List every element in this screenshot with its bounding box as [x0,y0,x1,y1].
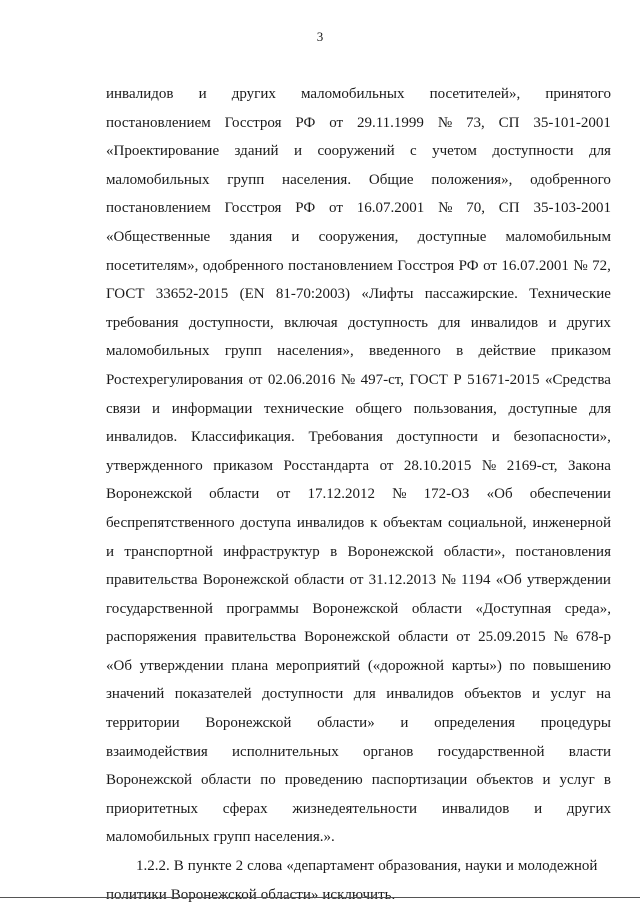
word: № [437,114,453,131]
word: постановлением [288,257,393,274]
text-line [106,823,611,852]
word: зданий [234,143,279,160]
word: ГОСТ [409,371,448,388]
word: области» [260,886,319,903]
word: показателей [174,686,252,703]
word: объектов [476,772,534,789]
word: доступные [417,228,487,245]
word: и [491,429,500,446]
word: учетом [432,143,477,160]
word: объектов [464,686,522,703]
text-line [106,223,611,252]
word: населения», [277,343,354,360]
word: территории [106,715,180,732]
text-line [106,337,611,366]
word: 33652-2015 [155,286,229,303]
word: повышению [532,657,611,674]
word: и [198,86,207,102]
word: Воронежской [170,886,257,903]
word: маломобильным [505,228,611,245]
text-line [106,538,611,567]
word: «Лифты [361,286,414,303]
word: маломобильных [106,343,210,360]
word: доступность [348,314,429,331]
word: утверждении [526,572,611,589]
word: пассажирские. [424,286,518,303]
word: от [349,572,364,589]
word: доступности, [188,314,274,331]
word: и [542,772,551,789]
text-line [106,652,611,681]
word: и [505,858,514,875]
word: № [553,629,568,646]
word: среда», [564,600,611,617]
word: здания [229,228,273,245]
text-line [106,109,611,138]
word: Росстандарта [283,457,370,474]
word: № [573,257,588,274]
word: от [329,114,344,131]
word: области [411,600,463,617]
word: доступа [240,514,292,531]
text-line [106,709,611,738]
text-line [106,309,611,338]
word: групп [213,829,251,846]
text-line [106,252,611,281]
text-line [106,166,611,195]
word: сферах [222,800,268,817]
word: Воронежской [205,715,292,732]
word: Госстроя [224,114,282,131]
word: РФ [295,114,316,131]
word: Р [453,371,462,388]
text-line [106,881,611,909]
word: приоритетных [106,800,198,817]
word: 497-ст, [360,371,404,388]
word: от [329,200,343,217]
word: карты») [451,657,502,674]
word: одобренного [530,171,611,188]
word: инвалидов [386,686,454,703]
word: инфраструктур [223,543,320,560]
word: области [201,772,252,789]
word: № [441,572,456,589]
word: 51671-2015 [467,371,540,388]
word: власти [568,743,611,760]
word: инженерной [532,514,611,531]
word: доступности [492,143,574,160]
word: от [456,629,471,646]
word: населения.». [254,829,335,846]
word: Госстроя [397,257,455,274]
word: 2169-ст, [506,457,558,474]
word: Воронежской [312,600,399,617]
word: доступности [396,429,478,446]
word: политики [106,886,167,903]
word: молодежной [517,858,598,875]
word: введенного [369,343,441,360]
text-line [106,194,611,223]
word: 2 [235,858,244,875]
word: принятого [545,86,611,102]
word: положения», [431,171,513,188]
text-line [106,623,611,652]
word: сооружения, [318,228,399,245]
text-line [106,452,611,481]
word: по [260,772,276,789]
word: в [330,543,338,560]
word: групп [224,343,262,360]
text-line [106,423,611,452]
word: обеспечении [529,486,611,503]
word: «Общественные [106,228,211,245]
word: для [588,143,611,160]
word: постановлением [106,200,211,217]
word: области [209,486,260,503]
word: РФ [458,257,479,274]
document-body [106,80,611,909]
word: для [438,314,461,331]
word: беспрепятственного [106,514,235,531]
word: включая [284,314,338,331]
word: 02.06.2016 [267,371,336,388]
word: 70, [466,200,485,217]
word: органов [362,743,414,760]
word: 1.2.2. [136,858,170,875]
word: инвалидов. [106,429,178,446]
text-line [106,80,611,109]
word: взаимодействия [106,743,208,760]
word: и [400,715,409,732]
word: слова [247,858,283,875]
text-line [106,766,611,795]
word: утвержденного [106,457,203,474]
word: «Об [495,572,522,589]
word: приказом [213,457,274,474]
word: программы [226,600,299,617]
word: и [531,686,540,703]
word: СП [498,114,520,131]
word: инвалидов [296,514,365,531]
footer-rule [0,897,640,898]
word: Ростехрегулирования [106,371,244,388]
word: Воронежской [106,486,192,503]
word: для [588,400,611,417]
word: ГОСТ [106,286,145,303]
word: жизнедеятельности [292,800,418,817]
word: значений [106,686,165,703]
word: и [152,400,161,417]
text-line [106,137,611,166]
text-line [106,280,611,309]
word: постановлением [106,114,211,131]
word: 72, [592,257,611,274]
word: от [379,457,394,474]
word: на [596,686,611,703]
word: паспортизации [371,772,468,789]
word: для [353,686,376,703]
text-line [106,852,611,881]
word: и [534,800,543,817]
word: и [291,228,300,245]
word: доступные [508,400,578,417]
word: области», [443,543,506,560]
word: в [603,772,611,789]
word: «Доступная [475,600,552,617]
word: (EN [239,286,265,303]
word: («дорожной [367,657,444,674]
word: Общие [368,171,414,188]
word: посетителей», [429,86,521,102]
word: В [173,858,184,875]
word: приказом [551,343,611,360]
word: 25.09.2015 [478,629,546,646]
word: 17.12.2012 [307,486,375,503]
word: плана [231,657,269,674]
word: инвалидов [106,86,174,102]
text-line [106,366,611,395]
word: групп [227,171,265,188]
word: РФ [295,200,316,217]
text-line [106,480,611,509]
word: других [566,800,611,817]
word: определения [434,715,516,732]
word: 81-70:2003) [275,286,351,303]
word: 678-р [575,629,611,646]
text-line [106,395,611,424]
word: социальной, [447,514,527,531]
word: информации [171,400,253,417]
word: СП [498,200,520,217]
text-line [106,795,611,824]
word: других [566,314,611,331]
text-line [106,595,611,624]
word: в [456,343,464,360]
word: населения. [282,171,352,188]
word: 29.11.1999 [356,114,424,131]
word: Воронежской [304,629,391,646]
word: «департамент [286,858,375,875]
word: 73, [466,114,485,131]
word: действие [478,343,536,360]
word: Требования [308,429,383,446]
word: № [438,200,453,217]
word: и [548,314,557,331]
word: одобренного [202,257,284,274]
word: 28.10.2015 [403,457,472,474]
word: Госстроя [224,200,282,217]
word: транспортной [124,543,213,560]
word: № [340,371,356,388]
word: области» [317,715,375,732]
word: с [410,143,417,160]
word: технические [264,400,344,417]
word: маломобильных [106,171,210,188]
word: маломобильных [301,86,405,102]
word: 35-101-2001 [533,114,611,131]
word: образования, [378,858,462,875]
word: пункте [187,858,232,875]
word: исключить. [322,886,396,903]
word: «Проектирование [106,143,220,160]
word: требования [106,314,179,331]
word: от [276,486,291,503]
word: услуг [559,772,595,789]
word: постановления [515,543,611,560]
word: безопасности», [513,429,611,446]
word: 16.07.2001 [501,257,569,274]
word: Закона [568,457,611,474]
word: правительства [204,629,297,646]
word: области [398,629,449,646]
word: исполнительных [232,743,339,760]
word: проведению [284,772,363,789]
word: утверждении [139,657,224,674]
text-line [106,680,611,709]
word: 172-ОЗ [423,486,470,503]
word: общего [355,400,403,417]
word: 1194 [461,572,491,589]
word: к [370,514,378,531]
word: мероприятий [275,657,361,674]
word: и [293,143,303,160]
word: связи [106,400,141,417]
word: Классификация. [191,429,295,446]
word: 16.07.2001 [356,200,425,217]
word: по [509,657,526,674]
page-number: 3 [316,29,324,44]
word: «Об [486,486,513,503]
word: Технические [529,286,611,303]
text-line [106,566,611,595]
word: и [106,543,115,560]
word: «Об [106,657,132,674]
word: инвалидов [470,314,539,331]
word: доступности [262,686,344,703]
word: пользования, [413,400,497,417]
word: правительства [106,572,198,589]
word: № [392,486,407,503]
word: от [483,257,497,274]
word: Воронежской [347,543,434,560]
word: «Средства [545,371,611,388]
word: 35-103-2001 [533,200,611,217]
word: распоряжения [106,629,197,646]
word: государственной [437,743,545,760]
word: других [231,86,276,102]
text-line [106,509,611,538]
word: области [294,572,345,589]
text-line [106,738,611,767]
word: Воронежской [106,772,192,789]
word: посетителям», [106,257,199,274]
word: № [481,457,497,474]
word: государственной [106,600,213,617]
word: науки [465,858,502,875]
word: от [248,371,263,388]
word: инвалидов [441,800,510,817]
word: сооружений [317,143,395,160]
word: маломобильных [106,829,210,846]
word: процедуры [540,715,611,732]
word: услуг [550,686,586,703]
word: Воронежской [202,572,289,589]
word: 31.12.2013 [368,572,437,589]
word: объектам [383,514,443,531]
